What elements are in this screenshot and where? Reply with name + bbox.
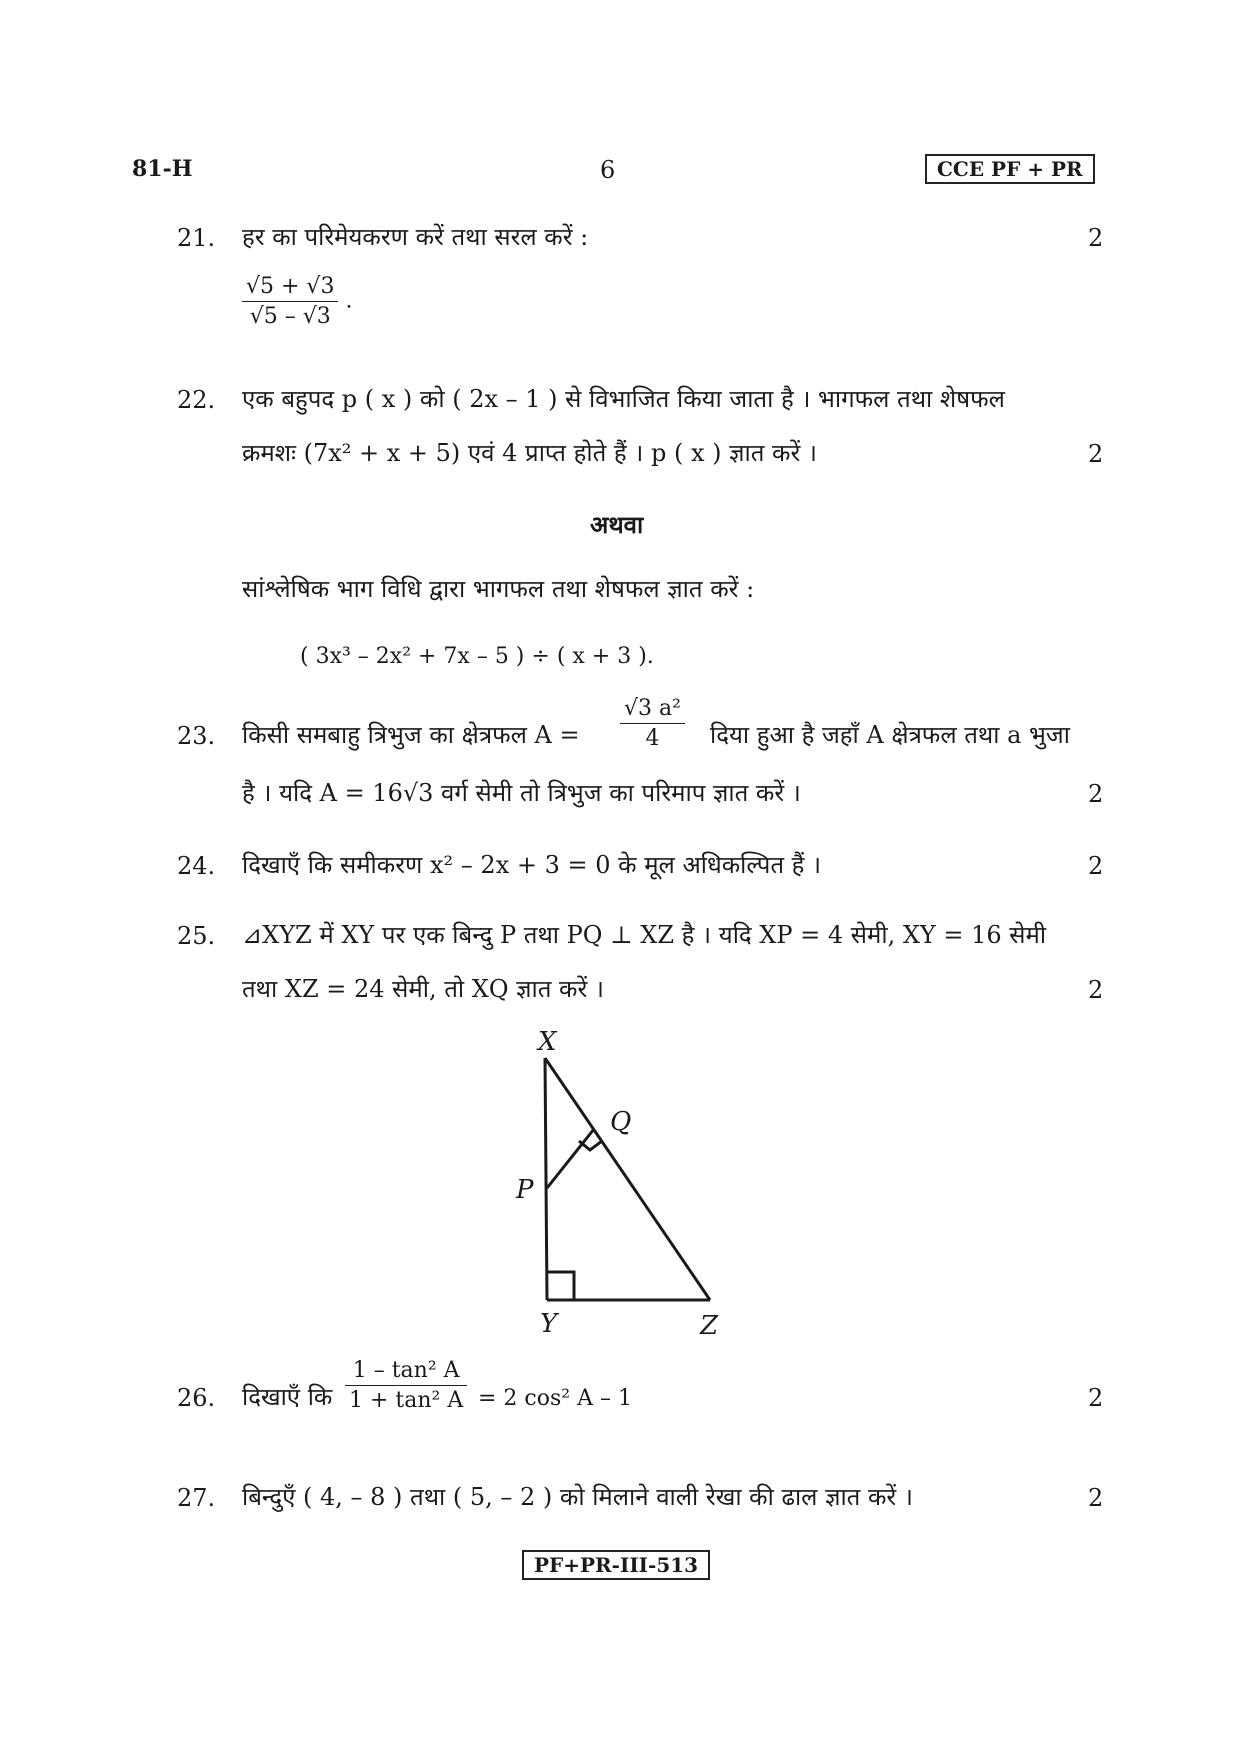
formula-denominator: 4 bbox=[645, 726, 660, 751]
fraction-numerator: √5 + √3 bbox=[242, 274, 338, 302]
question-text-prefix: दिखाएँ कि bbox=[242, 1383, 333, 1411]
question-number: 23. bbox=[177, 722, 216, 750]
vertex-label-q: Q bbox=[610, 1107, 632, 1137]
question-number: 24. bbox=[177, 852, 216, 880]
alternative-instruction: सांश्लेषिक भाग विधि द्वारा भागफल तथा शेषफल ज्ञात करें : bbox=[242, 575, 755, 603]
question-text-line1: एक बहुपद p ( x ) को ( 2x – 1 ) से विभाजित किया जाता है । भागफल तथा शेषफल bbox=[242, 385, 1005, 413]
question-text-line1a: किसी समबाहु त्रिभुज का क्षेत्रफल A = bbox=[242, 721, 580, 749]
fraction-period: . bbox=[345, 288, 353, 314]
question-text-line2: तथा XZ = 24 सेमी, तो XQ ज्ञात करें । bbox=[242, 975, 605, 1003]
question-text: बिन्दुएँ ( 4, – 8 ) तथा ( 5, – 2 ) को मिलाने वाली रेखा की ढाल ज्ञात करें । bbox=[242, 1483, 913, 1511]
identity-denominator: 1 + tan² A bbox=[349, 1388, 464, 1413]
q21-fraction bbox=[242, 274, 352, 329]
paper-code: 81-H bbox=[132, 156, 193, 182]
alternative-expression: ( 3x³ – 2x² + 7x – 5 ) ÷ ( x + 3 ). bbox=[300, 644, 654, 669]
question-text: हर का परिमेयकरण करें तथा सरल करें : bbox=[242, 223, 589, 251]
question-text-line2: क्रमशः (7x² + x + 5) एवं 4 प्राप्त होते हैं । p ( x ) ज्ञात करें । bbox=[242, 439, 818, 467]
question-text-line2: है । यदि A = 16√3 वर्ग सेमी तो त्रिभुज का परिमाप ज्ञात करें । bbox=[242, 779, 801, 807]
right-angle-y bbox=[547, 1272, 574, 1300]
formula-numerator: √3 a² bbox=[620, 696, 685, 724]
question-number: 21. bbox=[177, 224, 216, 252]
question-text-line1: ⊿XYZ में XY पर एक बिन्दु P तथा PQ ⊥ XZ है । यदि XP = 4 सेमी, XY = 16 सेमी bbox=[242, 921, 1047, 949]
question-marks: 2 bbox=[1088, 976, 1104, 1004]
question-number: 25. bbox=[177, 922, 216, 950]
right-angle-q bbox=[579, 1141, 602, 1150]
question-marks: 2 bbox=[1088, 440, 1104, 468]
question-marks: 2 bbox=[1088, 852, 1104, 880]
question-number: 26. bbox=[177, 1384, 216, 1412]
question-text: दिखाएँ कि समीकरण x² – 2x + 3 = 0 के मूल अधिकल्पित हैं । bbox=[242, 851, 822, 879]
identity-rhs: = 2 cos² A – 1 bbox=[478, 1386, 632, 1411]
question-marks: 2 bbox=[1088, 780, 1104, 808]
question-number: 27. bbox=[177, 1484, 216, 1512]
or-label: अथवा bbox=[590, 510, 644, 539]
side-xy bbox=[545, 1058, 547, 1300]
question-marks: 2 bbox=[1088, 1484, 1104, 1512]
page-number: 6 bbox=[600, 156, 616, 184]
trig-identity bbox=[345, 1358, 467, 1413]
course-badge: CCE PF + PR bbox=[925, 154, 1095, 184]
vertex-label-p: P bbox=[516, 1175, 534, 1205]
footer-code: PF+PR-III-513 bbox=[522, 1550, 710, 1580]
area-formula bbox=[620, 696, 685, 751]
question-marks: 2 bbox=[1088, 1384, 1104, 1412]
fraction-denominator: √5 – √3 bbox=[249, 304, 331, 329]
question-text-line1b: दिया हुआ है जहाँ A क्षेत्रफल तथा a भुजा bbox=[710, 721, 1070, 749]
identity-numerator: 1 – tan² A bbox=[345, 1358, 467, 1386]
segment-pq bbox=[547, 1129, 594, 1188]
triangle-figure bbox=[510, 1020, 770, 1340]
vertex-label-y: Y bbox=[540, 1309, 558, 1339]
question-number: 22. bbox=[177, 386, 216, 414]
vertex-label-z: Z bbox=[700, 1311, 719, 1340]
side-xz bbox=[545, 1058, 710, 1300]
vertex-label-x: X bbox=[538, 1027, 557, 1057]
question-marks: 2 bbox=[1088, 224, 1104, 252]
